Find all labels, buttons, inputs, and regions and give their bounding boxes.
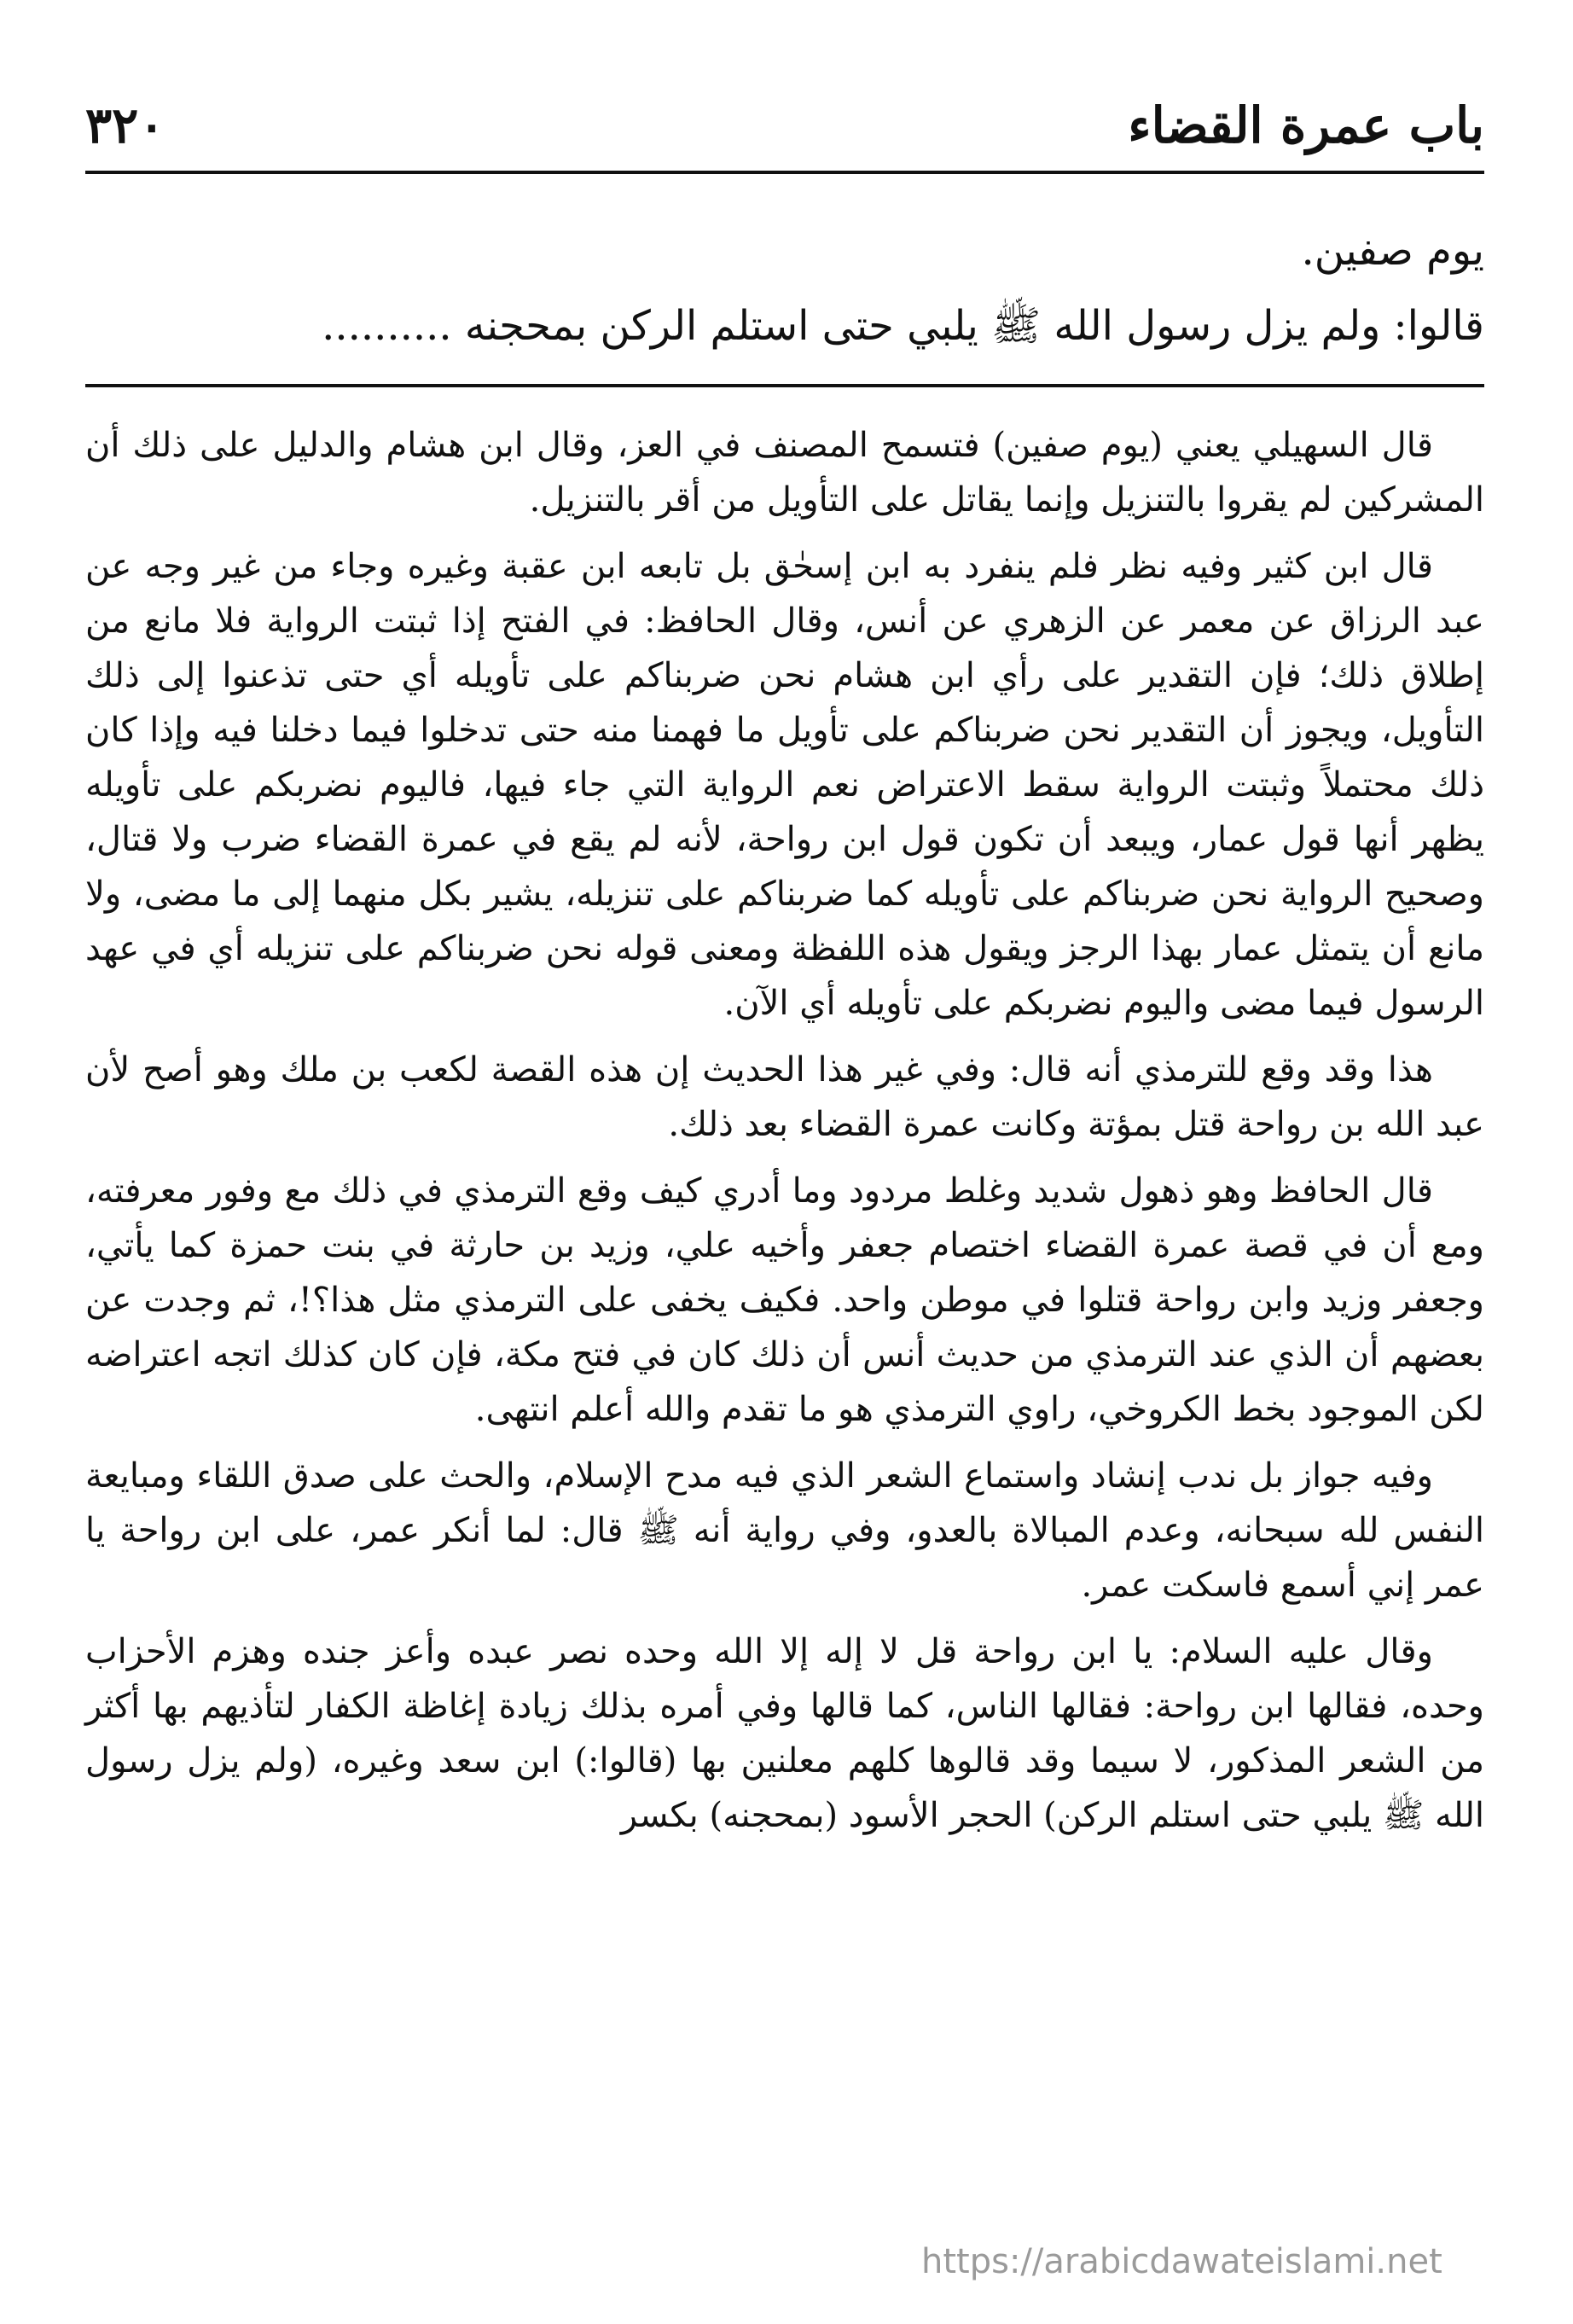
commentary-paragraph: وفيه جواز بل ندب إنشاد واستماع الشعر الذي فيه مدح الإسلام، والحث على صدق اللقاء ومبايعة النفس لله سبحانه، وعدم المبالاة بالعدو، وفي رواية أنه ﷺ قال: لما أنكر عمر، على ابن رواحة يا عمر إني أسمع فاسكت عمر.: [85, 1456, 1484, 1605]
matn-divider: [85, 384, 1484, 387]
matn-line-1: يوم صفين.: [1301, 227, 1484, 275]
matn-text: [85, 213, 1484, 363]
commentary-body: [85, 418, 1484, 1855]
matn-line-2: قالوا: ولم يزل رسول الله ﷺ يلبي حتى استلم الركن بمحجنه ..........: [322, 302, 1484, 350]
commentary-paragraph: قال ابن كثير وفيه نظر فلم ينفرد به ابن إسحٰق بل تابعه ابن عقبة وغيره وجاء من غير وجه عن عبد الرزاق عن معمر عن الزهري عن أنس، وقال الحافظ: في الفتح إذا ثبتت الرواية فلا مانع من إطلاق ذلك؛ فإن التقدير على رأي ابن هشام نحن ضربناكم على تأويله أي حتى تذعنوا إلى ذلك التأويل، ويجوز أن التقدير نحن ضربناكم على تأويل ما فهمنا منه حتى تدخلوا فيما دخلنا فيه وإذا كان ذلك محتملاً وثبتت الرواية سقط الاعتراض نعم الرواية التي جاء فيها، فاليوم نضربكم على تأويله يظهر أنها قول عمار، ويبعد أن تكون قول ابن رواحة، لأنه لم يقع في عمرة القضاء ضرب ولا قتال، وصحيح الرواية نحن ضربناكم على تأويله كما ضربناكم على تنزيله، يشير بكل منهما إلى ما مضى، ولا مانع أن يتمثل عمار بهذا الرجز ويقول هذه اللفظة ومعنى قوله نحن ضربناكم على تنزيله أي في عهد الرسول فيما مضى واليوم نضربكم على تأويله أي الآن.: [85, 547, 1485, 1023]
commentary-paragraph: قال الحافظ وهو ذهول شديد وغلط مردود وما أدري كيف وقع الترمذي في ذلك مع وفور معرفته، ومع أن في قصة عمرة القضاء اختصام جعفر وأخيه علي، وزيد بن حارثة في بنت حمزة كما يأتي، وجعفر وزيد وابن رواحة قتلوا في موطن واحد. فكيف يخفى على الترمذي مثل هذا؟!، ثم وجدت عن بعضهم أن الذي عند الترمذي من حديث أنس أن ذلك كان في فتح مكة، فإن كان كذلك اتجه اعتراضه لكن الموجود بخط الكروخي، راوي الترمذي هو ما تقدم والله أعلم انتهى.: [85, 1171, 1484, 1429]
commentary-paragraph: وقال عليه السلام: يا ابن رواحة قل لا إله إلا الله وحده نصر عبده وأعز جنده وهزم الأحزاب وحده، فقالها ابن رواحة: فقالها الناس، كما قالها وفي أمره بذلك زيادة إغاظة الكفار لتأذيهم بها أكثر من الشعر المذكور، لا سيما وقد قالوها كلهم معلنين بها (قالوا:) ابن سعد وغيره، (ولم يزل رسول الله ﷺ يلبي حتى استلم الركن) الحجر الأسود (بمحجنه) بكسر: [85, 1632, 1484, 1835]
page-number: ٣٢٠: [85, 96, 165, 154]
watermark-url: https://arabicdawateislami.net: [921, 2242, 1442, 2281]
commentary-paragraph: هذا وقد وقع للترمذي أنه قال: وفي غير هذا الحديث إن هذه القصة لكعب بن ملك وهو أصح لأن عبد الله بن رواحة قتل بمؤتة وكانت عمرة القضاء بعد ذلك.: [85, 1050, 1484, 1144]
chapter-title: باب عمرة القضاء: [1128, 96, 1484, 154]
header-divider: [85, 171, 1484, 174]
commentary-paragraph: قال السهيلي يعني (يوم صفين) فتسمح المصنف في العز، وقال ابن هشام والدليل على ذلك أن المشركين لم يقروا بالتنزيل وإنما يقاتل على التأويل من أقر بالتنزيل.: [85, 426, 1484, 520]
page-header: [85, 90, 1484, 158]
